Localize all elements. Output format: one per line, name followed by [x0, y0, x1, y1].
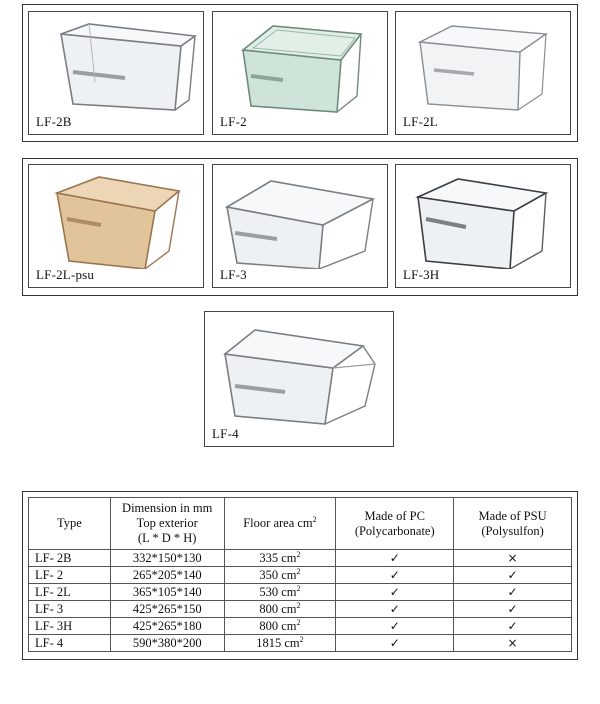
cell-type: LF- 3H [29, 618, 111, 635]
container-image [396, 12, 571, 116]
cell-pc: ✓ [336, 635, 454, 652]
product-card-lf-2l [395, 11, 571, 135]
cell-floor-area: 350 $cm^2$ [224, 567, 336, 584]
table-row [29, 550, 572, 567]
cell-type: LF- 2L [29, 584, 111, 601]
product-card-lf-2 [212, 11, 388, 135]
cell-floor-area: 800 $cm^2$ [224, 601, 336, 618]
product-label: LF-2 [220, 114, 247, 129]
cell-type: LF- 2B [29, 550, 111, 567]
cell-type: LF- 3 [29, 601, 111, 618]
product-card-lf-3h [395, 164, 571, 288]
product-card-lf-2b [28, 11, 204, 135]
table-row [29, 618, 572, 635]
container-image [29, 165, 204, 269]
cell-dimension: 332*150*130 [110, 550, 224, 567]
cell-dimension: 365*105*140 [110, 584, 224, 601]
product-label: LF-3 [220, 267, 247, 282]
container-image [213, 12, 388, 116]
container-image [396, 165, 571, 269]
table-row [29, 601, 572, 618]
cell-psu: × [454, 550, 572, 567]
header-dimension: Dimension in mm Top exterior (L * D * H) [110, 498, 224, 550]
cell-pc: ✓ [336, 550, 454, 567]
cell-floor-area: 1815 $cm^2$ [224, 635, 336, 652]
cell-dimension: 425*265*180 [110, 618, 224, 635]
cell-dimension: 425*265*150 [110, 601, 224, 618]
cell-psu: ✓ [454, 567, 572, 584]
header-pc: Made of PC (Polycarbonate) [336, 498, 454, 550]
product-card-lf-2l-psu [28, 164, 204, 288]
cell-floor-area: 530 $cm^2$ [224, 584, 336, 601]
table-row [29, 584, 572, 601]
header-type: Type [29, 498, 111, 550]
cell-pc: ✓ [336, 618, 454, 635]
product-label: LF-2L [403, 114, 438, 129]
cell-type: LF- 4 [29, 635, 111, 652]
header-psu: Made of PSU (Polysulfon) [454, 498, 572, 550]
cell-psu: ✓ [454, 601, 572, 618]
product-card-lf-3 [212, 164, 388, 288]
cell-pc: ✓ [336, 584, 454, 601]
container-image [205, 312, 394, 426]
table-row [29, 635, 572, 652]
product-card-lf-4 [204, 311, 394, 447]
container-image [29, 12, 204, 116]
cell-dimension: 265*205*140 [110, 567, 224, 584]
cell-pc: ✓ [336, 567, 454, 584]
cell-floor-area: 800 $cm^2$ [224, 618, 336, 635]
cell-psu: ✓ [454, 618, 572, 635]
product-label: LF-3H [403, 267, 440, 282]
product-label: LF-4 [212, 426, 239, 441]
cell-pc: ✓ [336, 601, 454, 618]
cell-dimension: 590*380*200 [110, 635, 224, 652]
cell-floor-area: 335 $cm^2$ [224, 550, 336, 567]
cell-psu: × [454, 635, 572, 652]
header-floor-area: Floor area $cm^2$ [224, 498, 336, 550]
product-label: LF-2L-psu [36, 267, 95, 282]
product-label: LF-2B [36, 114, 72, 129]
cell-type: LF- 2 [29, 567, 111, 584]
cell-psu: ✓ [454, 584, 572, 601]
spec-table [28, 497, 572, 652]
container-image [213, 165, 388, 269]
table-header-row [29, 498, 572, 550]
table-row [29, 567, 572, 584]
